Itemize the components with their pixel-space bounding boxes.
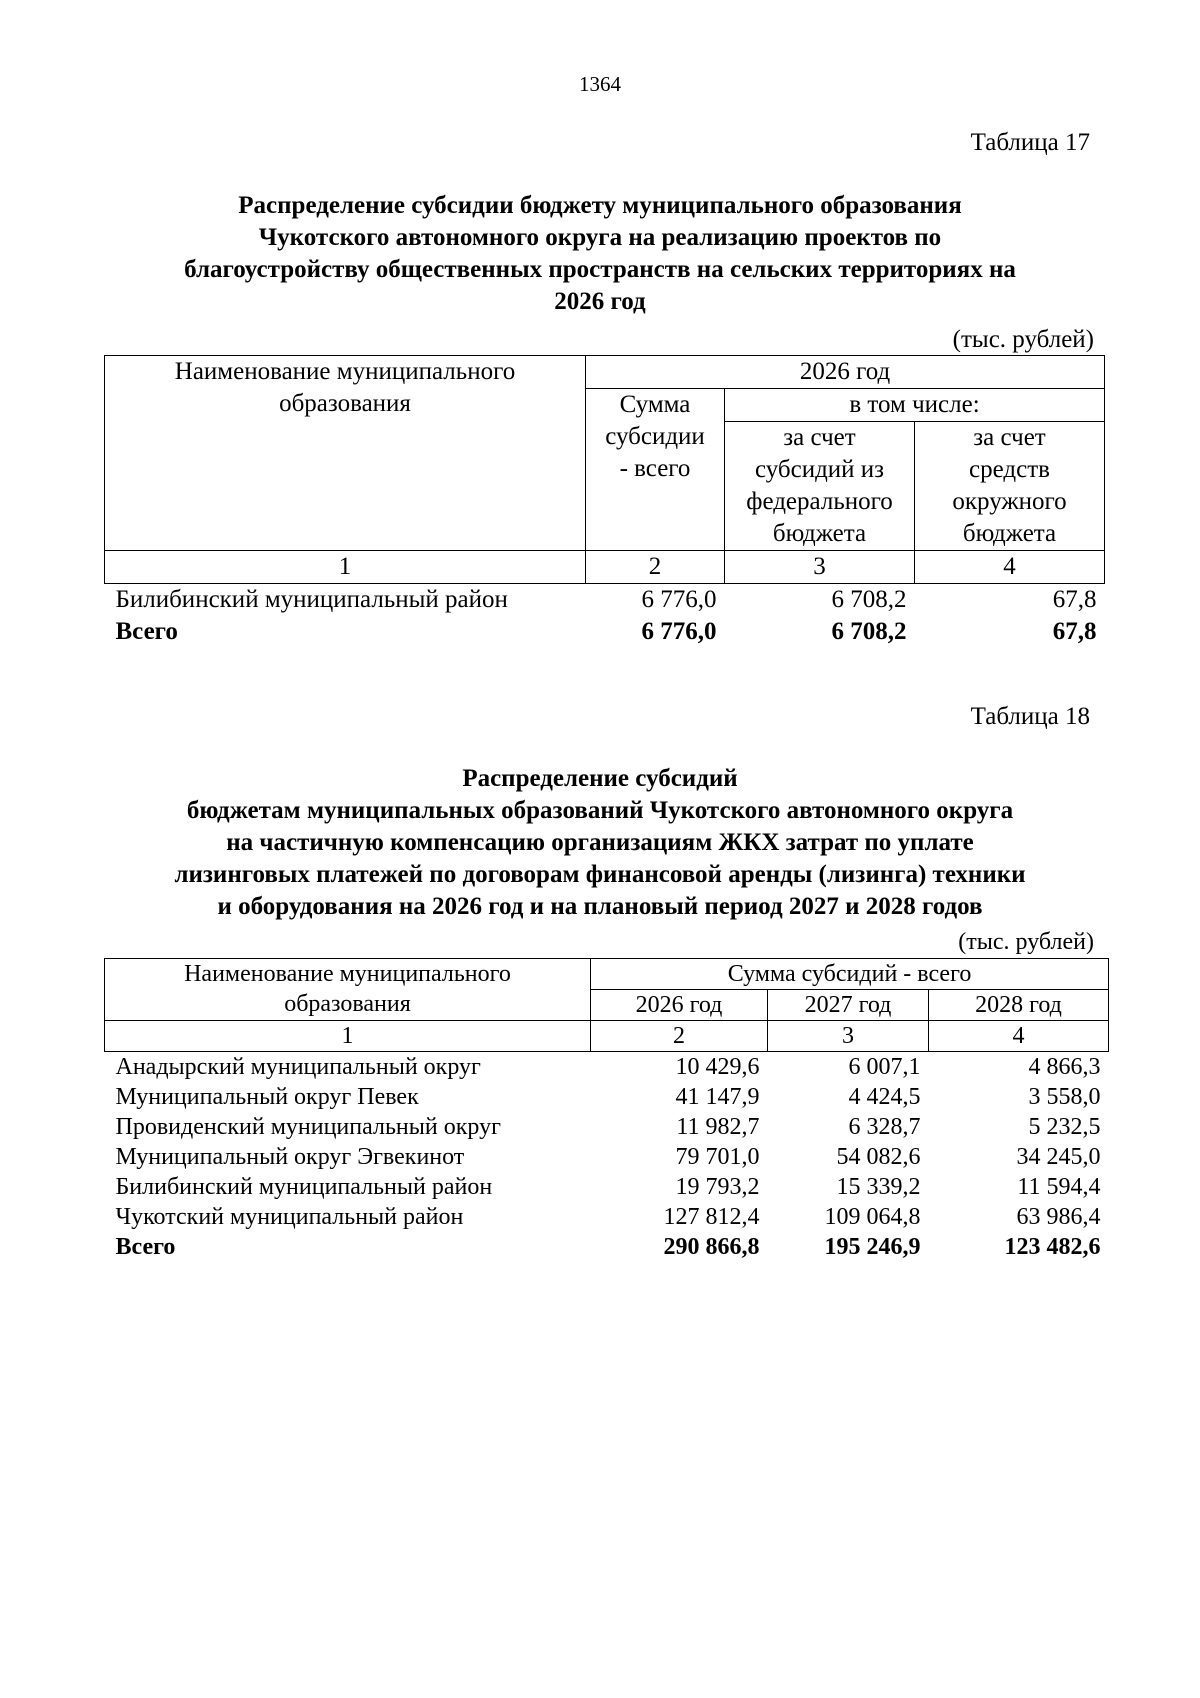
row-2026: 79 701,0 xyxy=(675,1144,760,1170)
total-2028: 123 482,6 xyxy=(1004,1234,1101,1260)
row-2027: 54 082,6 xyxy=(836,1144,921,1170)
table-row xyxy=(105,1052,1109,1083)
row-district: 67,8 xyxy=(1052,586,1097,613)
header-federal: за счет субсидий из федерального бюджета xyxy=(725,422,915,551)
header-sum: Сумма субсидий - всего xyxy=(591,959,1109,990)
row-name: Анадырский муниципальный округ xyxy=(115,1054,481,1080)
table-17-label: Таблица 17 xyxy=(970,129,1090,156)
column-number: 2 xyxy=(591,1021,768,1052)
row-name: Муниципальный округ Певек xyxy=(115,1084,419,1110)
header-year-2026: 2026 год xyxy=(591,990,768,1021)
column-number: 4 xyxy=(915,551,1105,584)
row-2026: 19 793,2 xyxy=(675,1174,760,1200)
table-18-title-line: бюджетам муниципальных образований Чукотского автономного округа xyxy=(186,797,1014,824)
table-17-title-line: Чукотского автономного округа на реализацию проектов по xyxy=(258,224,942,251)
header-including: в том числе: xyxy=(725,389,1105,422)
table-17-unit: (тыс. рублей) xyxy=(952,326,1094,353)
row-2026: 10 429,6 xyxy=(675,1054,760,1080)
row-2028: 63 986,4 xyxy=(1016,1204,1101,1230)
total-name: Всего xyxy=(115,1234,176,1260)
header-year: 2026 год xyxy=(586,356,1105,389)
table-17-title xyxy=(100,190,1100,318)
row-2026: 127 812,4 xyxy=(663,1204,760,1230)
table-18-title-line: на частичную компенсацию организациям ЖКХ затрат по уплате xyxy=(226,829,974,856)
total-federal: 6 708,2 xyxy=(831,618,907,645)
total-2027: 195 246,9 xyxy=(824,1234,921,1260)
table-18-label: Таблица 18 xyxy=(970,703,1090,730)
row-2027: 15 339,2 xyxy=(836,1174,921,1200)
table-row xyxy=(105,1202,1109,1232)
header-name: Наименование муниципального образования xyxy=(105,959,591,1021)
table-row xyxy=(105,1142,1109,1172)
column-number-row xyxy=(105,1021,1109,1052)
header-total: Сумма субсидии - всего xyxy=(586,389,725,551)
page-number: 1364 xyxy=(579,72,621,96)
total-district: 67,8 xyxy=(1052,618,1097,645)
column-number-row xyxy=(105,551,1105,584)
total-row xyxy=(105,1232,1109,1262)
column-number: 3 xyxy=(768,1021,929,1052)
total-row xyxy=(105,616,1105,648)
column-number: 4 xyxy=(929,1021,1109,1052)
table-18-unit: (тыс. рублей) xyxy=(958,929,1094,955)
table-18 xyxy=(104,958,1109,1262)
row-2027: 6 007,1 xyxy=(848,1054,921,1080)
row-name: Провиденский муниципальный округ xyxy=(115,1114,501,1140)
row-federal: 6 708,2 xyxy=(831,586,907,613)
table-18-title-line: и оборудования на 2026 год и на плановый период 2027 и 2028 годов xyxy=(217,893,983,920)
total-total: 6 776,0 xyxy=(641,618,717,645)
total-name: Всего xyxy=(115,618,178,645)
column-number: 1 xyxy=(105,551,586,584)
row-2027: 4 424,5 xyxy=(848,1084,921,1110)
table-row xyxy=(105,1172,1109,1202)
column-number: 1 xyxy=(105,1021,591,1052)
row-name: Билибинский муниципальный район xyxy=(115,1174,493,1200)
row-2027: 6 328,7 xyxy=(848,1114,921,1140)
row-2028: 11 594,4 xyxy=(1017,1174,1101,1200)
row-name: Муниципальный округ Эгвекинот xyxy=(115,1144,465,1170)
table-17-title-line: 2026 год xyxy=(554,288,646,315)
row-2028: 34 245,0 xyxy=(1016,1144,1101,1170)
row-name: Билибинский муниципальный район xyxy=(115,586,508,613)
table-17-title-line: благоустройству общественных пространств на сельских территориях на xyxy=(184,256,1016,283)
row-2028: 5 232,5 xyxy=(1028,1114,1101,1140)
row-2026: 41 147,9 xyxy=(675,1084,760,1110)
table-17-title-line: Распределение субсидии бюджету муниципального образования xyxy=(238,192,962,219)
total-2026: 290 866,8 xyxy=(663,1234,760,1260)
row-2027: 109 064,8 xyxy=(824,1204,921,1230)
column-number: 3 xyxy=(725,551,915,584)
header-year-2028: 2028 год xyxy=(929,990,1109,1021)
row-2026: 11 982,7 xyxy=(676,1114,760,1140)
column-number: 2 xyxy=(586,551,725,584)
header-district: за счет средств окружного бюджета xyxy=(915,422,1105,551)
table-17 xyxy=(104,355,1105,648)
header-name: Наименование муниципального образования xyxy=(105,356,586,551)
table-18-title-line: лизинговых платежей по договорам финансовой аренды (лизинга) техники xyxy=(174,861,1026,888)
row-name: Чукотский муниципальный район xyxy=(115,1204,464,1230)
row-2028: 4 866,3 xyxy=(1028,1054,1101,1080)
table-18-title-line: Распределение субсидий xyxy=(462,765,738,792)
table-row xyxy=(105,584,1105,617)
row-2028: 3 558,0 xyxy=(1028,1084,1101,1110)
table-row xyxy=(105,1112,1109,1142)
table-row xyxy=(105,1082,1109,1112)
row-total: 6 776,0 xyxy=(641,586,717,613)
table-18-title xyxy=(100,763,1100,923)
header-year-2027: 2027 год xyxy=(768,990,929,1021)
